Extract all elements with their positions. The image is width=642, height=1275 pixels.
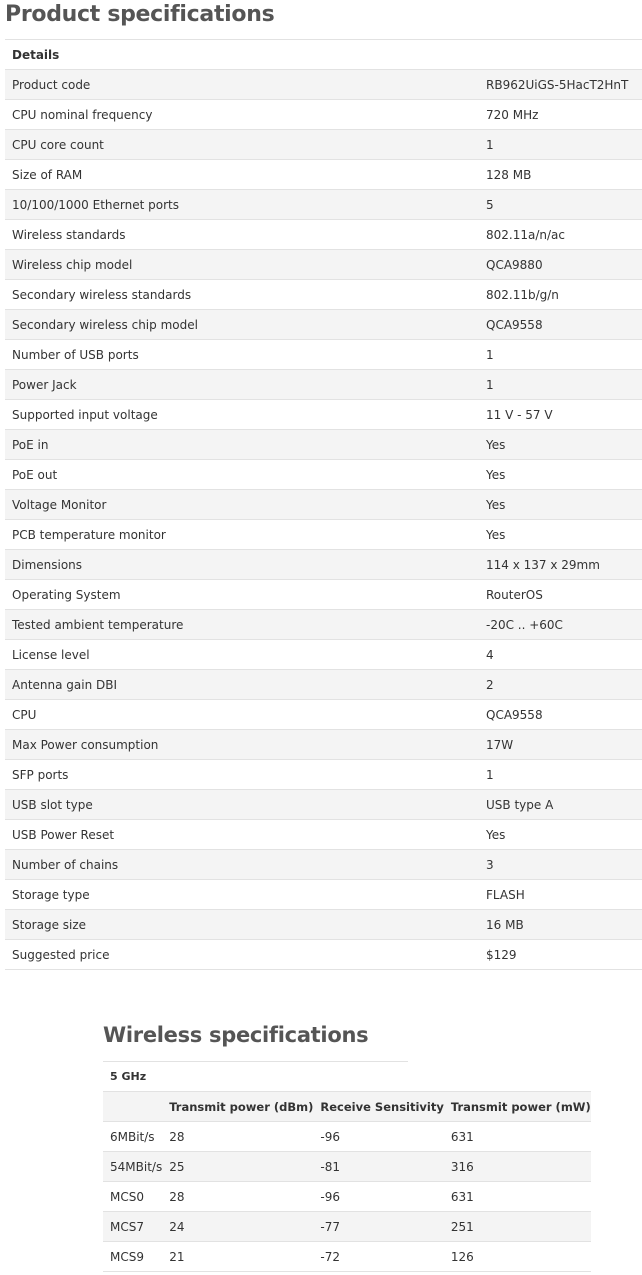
spec-value: QCA9558 xyxy=(479,700,642,730)
spec-label: License level xyxy=(5,640,479,670)
table-row xyxy=(5,850,642,880)
spec-label: Max Power consumption xyxy=(5,730,479,760)
table-row xyxy=(5,340,642,370)
tx-dbm-cell: 28 xyxy=(162,1122,313,1152)
spec-label: PoE out xyxy=(5,460,479,490)
spec-value: 11 V - 57 V xyxy=(479,400,642,430)
column-header: Receive Sensitivity xyxy=(313,1092,443,1122)
table-row xyxy=(5,70,642,100)
spec-label: Size of RAM xyxy=(5,160,479,190)
table-row xyxy=(5,940,642,970)
spec-value: 16 MB xyxy=(479,910,642,940)
spec-label: Secondary wireless standards xyxy=(5,280,479,310)
table-row xyxy=(5,250,642,280)
table-row xyxy=(5,460,642,490)
table-row xyxy=(103,1122,591,1152)
spec-value: 128 MB xyxy=(479,160,642,190)
table-row xyxy=(5,310,642,340)
column-header: Transmit power (dBm) xyxy=(162,1092,313,1122)
tx-mw-cell: 631 xyxy=(444,1182,591,1212)
section-divider xyxy=(103,1061,408,1062)
rx-sensitivity-cell: -96 xyxy=(313,1122,443,1152)
spec-label: CPU core count xyxy=(5,130,479,160)
wireless-specifications-table xyxy=(103,1091,591,1272)
spec-value: Yes xyxy=(479,490,642,520)
spec-value: 2 xyxy=(479,670,642,700)
spec-label: SFP ports xyxy=(5,760,479,790)
spec-value: Yes xyxy=(479,460,642,490)
spec-label: Wireless standards xyxy=(5,220,479,250)
spec-label: Operating System xyxy=(5,580,479,610)
spec-value: 802.11b/g/n xyxy=(479,280,642,310)
spec-label: Voltage Monitor xyxy=(5,490,479,520)
product-specifications-title: Product specifications xyxy=(5,2,275,27)
table-row xyxy=(5,700,642,730)
table-row xyxy=(5,820,642,850)
column-header: Transmit power (mW) xyxy=(444,1092,591,1122)
spec-value: 114 x 137 x 29mm xyxy=(479,550,642,580)
spec-value: 1 xyxy=(479,760,642,790)
spec-value: 1 xyxy=(479,340,642,370)
table-row xyxy=(103,1152,591,1182)
spec-label: Storage type xyxy=(5,880,479,910)
table-row xyxy=(5,130,642,160)
spec-label: Secondary wireless chip model xyxy=(5,310,479,340)
spec-label: USB Power Reset xyxy=(5,820,479,850)
spec-label: Storage size xyxy=(5,910,479,940)
table-row xyxy=(103,1182,591,1212)
spec-value: 17W xyxy=(479,730,642,760)
tx-mw-cell: 251 xyxy=(444,1212,591,1242)
table-row xyxy=(5,790,642,820)
rx-sensitivity-cell: -81 xyxy=(313,1152,443,1182)
spec-value: QCA9558 xyxy=(479,310,642,340)
spec-label: Product code xyxy=(5,70,479,100)
spec-value: 3 xyxy=(479,850,642,880)
spec-value: Yes xyxy=(479,520,642,550)
spec-label: Number of USB ports xyxy=(5,340,479,370)
table-row xyxy=(5,580,642,610)
tx-dbm-cell: 21 xyxy=(162,1242,313,1272)
table-row xyxy=(5,400,642,430)
table-row xyxy=(5,220,642,250)
spec-value: 1 xyxy=(479,130,642,160)
spec-value: USB type A xyxy=(479,790,642,820)
table-row xyxy=(5,640,642,670)
table-row xyxy=(5,190,642,220)
rx-sensitivity-cell: -96 xyxy=(313,1182,443,1212)
tx-mw-cell: 631 xyxy=(444,1122,591,1152)
table-row xyxy=(5,550,642,580)
rate-cell: MCS9 xyxy=(103,1242,162,1272)
tx-dbm-cell: 24 xyxy=(162,1212,313,1242)
details-header: Details xyxy=(5,40,642,70)
spec-value: 1 xyxy=(479,370,642,400)
spec-label: PoE in xyxy=(5,430,479,460)
rx-sensitivity-cell: -77 xyxy=(313,1212,443,1242)
spec-value: -20C .. +60C xyxy=(479,610,642,640)
table-row xyxy=(5,490,642,520)
tx-dbm-cell: 28 xyxy=(162,1182,313,1212)
spec-value: Yes xyxy=(479,430,642,460)
table-header-row xyxy=(5,40,642,70)
rate-cell: 54MBit/s xyxy=(103,1152,162,1182)
rx-sensitivity-cell: -72 xyxy=(313,1242,443,1272)
spec-label: Number of chains xyxy=(5,850,479,880)
table-row xyxy=(5,880,642,910)
rate-cell: MCS0 xyxy=(103,1182,162,1212)
product-specifications-table xyxy=(5,39,642,970)
spec-value: QCA9880 xyxy=(479,250,642,280)
table-row xyxy=(5,280,642,310)
table-row xyxy=(5,520,642,550)
spec-value: RB962UiGS-5HacT2HnT xyxy=(479,70,642,100)
tx-mw-cell: 126 xyxy=(444,1242,591,1272)
tx-mw-cell: 316 xyxy=(444,1152,591,1182)
spec-label: CPU xyxy=(5,700,479,730)
spec-label: 10/100/1000 Ethernet ports xyxy=(5,190,479,220)
rate-cell: 6MBit/s xyxy=(103,1122,162,1152)
table-row xyxy=(5,610,642,640)
spec-value: Yes xyxy=(479,820,642,850)
spec-label: PCB temperature monitor xyxy=(5,520,479,550)
wireless-specifications-title: Wireless specifications xyxy=(103,1023,369,1047)
spec-value: RouterOS xyxy=(479,580,642,610)
spec-value: 4 xyxy=(479,640,642,670)
spec-label: Dimensions xyxy=(5,550,479,580)
table-header-row xyxy=(103,1092,591,1122)
rate-cell: MCS7 xyxy=(103,1212,162,1242)
table-row xyxy=(5,430,642,460)
tx-dbm-cell: 25 xyxy=(162,1152,313,1182)
spec-label: CPU nominal frequency xyxy=(5,100,479,130)
table-row xyxy=(5,370,642,400)
table-row xyxy=(103,1212,591,1242)
spec-value: 5 xyxy=(479,190,642,220)
spec-value: 802.11a/n/ac xyxy=(479,220,642,250)
spec-value: 720 MHz xyxy=(479,100,642,130)
spec-value: $129 xyxy=(479,940,642,970)
spec-label: Tested ambient temperature xyxy=(5,610,479,640)
spec-label: Supported input voltage xyxy=(5,400,479,430)
table-row xyxy=(5,100,642,130)
spec-value: FLASH xyxy=(479,880,642,910)
table-row xyxy=(5,670,642,700)
spec-label: Suggested price xyxy=(5,940,479,970)
spec-label: Wireless chip model xyxy=(5,250,479,280)
spec-label: USB slot type xyxy=(5,790,479,820)
table-row xyxy=(5,160,642,190)
band-label: 5 GHz xyxy=(110,1070,147,1083)
table-row xyxy=(5,760,642,790)
spec-label: Power Jack xyxy=(5,370,479,400)
table-row xyxy=(5,910,642,940)
column-header xyxy=(103,1092,162,1122)
table-row xyxy=(5,730,642,760)
spec-label: Antenna gain DBI xyxy=(5,670,479,700)
table-row xyxy=(103,1242,591,1272)
